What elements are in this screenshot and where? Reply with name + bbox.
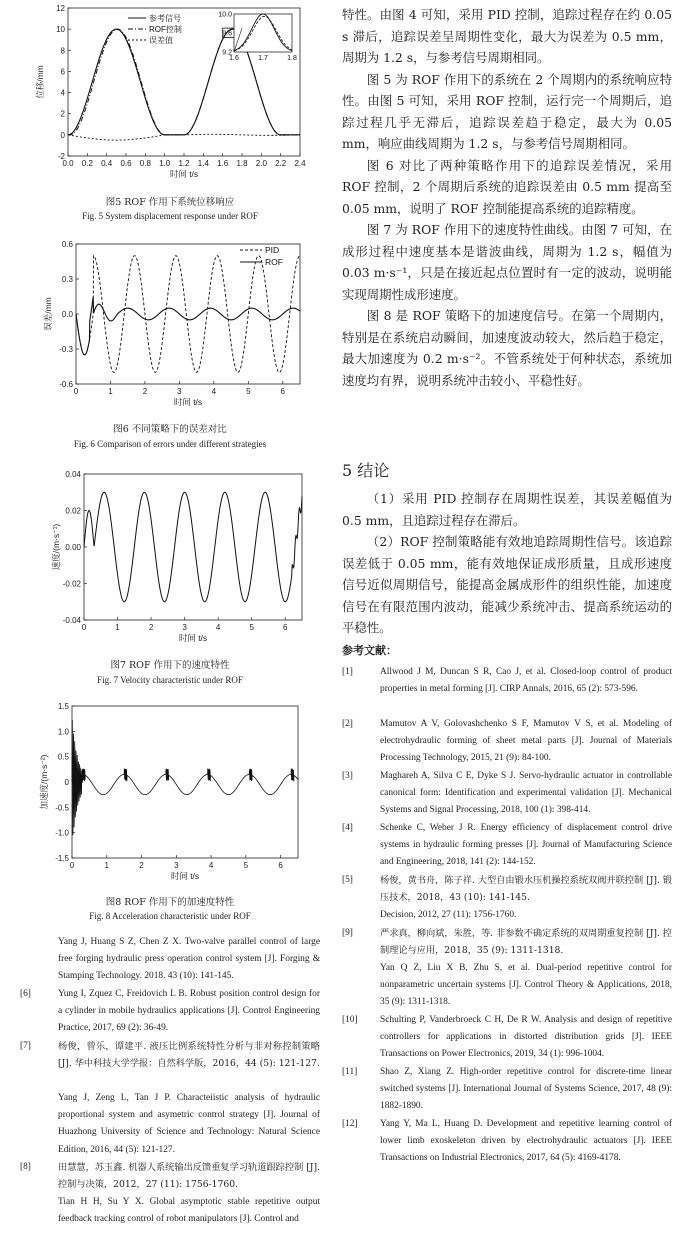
y-tick-label: 1.0 [57, 727, 69, 737]
x-tick-label: 0 [69, 861, 75, 870]
section-heading: 5 结论 [342, 461, 390, 480]
reference-text: 杨俊，黄书舟，陈子祥. 大型自由锻水压机操控系统双阀并联控制 [J]. 锻压技术，2018，43 (10): 141-145. [380, 875, 672, 904]
x-tick-label: 3 [177, 387, 182, 396]
y-tick-label: 0.5 [57, 752, 69, 762]
legend-label: PID [265, 245, 280, 255]
figure-6-caption-en: Fig. 6 Comparison of errors under different strategies [73, 439, 267, 449]
x-tick-label: 4 [208, 861, 214, 870]
plot-frame [72, 706, 298, 858]
body-text-block [342, 4, 672, 391]
x-tick-label: 0.8 [139, 159, 151, 168]
figure-7-caption-cn: 图7 ROF 作用下的速度特性 [110, 660, 230, 671]
x-tick-label: 2 [139, 861, 144, 870]
paragraph: 图 7 为 ROF 作用下的速度特性曲线。由图 7 可知，在成形过程中速度基本是谐波曲线，周期为 1.2 s，幅值为 0.03 m·s⁻¹，只是在接近起点位置时有一定的波动，说明能实现周期性成形速度。 [342, 222, 672, 302]
y-tick-label: -0.3 [59, 345, 73, 354]
x-tick-label: 2 [142, 387, 148, 396]
inset-y-tick-label: 9.6 [222, 30, 232, 38]
legend-label: ROF [265, 257, 283, 267]
y-axis-label: 速度/(m·s⁻¹) [51, 523, 61, 571]
x-tick-label: 6 [280, 387, 285, 396]
inset-y-tick-label: 9.2 [222, 49, 232, 57]
paragraph: 图 8 是 ROF 策略下的加速度信号。在第一个周期内，特别是在系统启动瞬间，加速度波动较大，然后趋于稳定，最大加速度为 0.2 m·s⁻²。不管系统处于何种状态，系统加速度均有界，说明系统冲击较小、平稳性好。 [342, 308, 672, 388]
y-tick-label: -2 [57, 152, 65, 161]
reference-number: [10] [342, 1015, 358, 1025]
error-line [68, 134, 300, 140]
y-tick-label: 8 [60, 46, 65, 56]
paragraph: （2）ROF 控制策略能有效地追踪周期性信号。该追踪误差低于 0.05 mm，能有效地保证成形质量，且成形速度信号近似周期信号，能提高金属成形件的组织性能，加速度信号在有限范围内波动，能减少系统冲击、提高系统运动的平稳性。 [342, 534, 672, 635]
reference-number: [3] [342, 771, 353, 781]
x-tick-label: 0.2 [81, 159, 93, 168]
y-axis-label: 误差/mm [43, 297, 53, 331]
conclusion-block [342, 488, 672, 639]
x-tick-label: 3 [174, 861, 179, 870]
inset-x-tick-label: 1.6 [229, 55, 239, 62]
paragraph: （1）采用 PID 控制存在周期性误差，其误差幅值为 0.5 mm，且追踪过程存在滞后。 [342, 491, 672, 528]
x-axis-label: 时间 t/s [178, 633, 208, 643]
x-tick-label: 0.0 [62, 159, 74, 168]
x-tick-label: 1.0 [159, 159, 171, 168]
y-tick-label: 0 [60, 130, 65, 140]
pid-error-line [76, 256, 300, 373]
figure-5-caption-en: Fig. 5 System displacement response under ROF [82, 211, 258, 221]
x-axis-label: 时间 t/s [173, 397, 203, 407]
x-tick-label: 1.4 [197, 159, 209, 168]
x-tick-label: 1 [115, 623, 120, 632]
y-axis-label: 加速度/(m·s⁻²) [39, 754, 49, 810]
reference-number: [8] [20, 1162, 31, 1172]
y-tick-label: 0.04 [65, 470, 81, 479]
inset-frame [234, 14, 292, 52]
x-axis-label: 时间 t/s [170, 871, 200, 881]
figure-5-caption-cn: 图5 ROF 作用下系统位移响应 [105, 197, 235, 208]
plot-frame [84, 474, 302, 620]
legend-label: 误差值 [149, 36, 173, 45]
x-tick-label: 3 [182, 623, 187, 632]
y-tick-label: 12 [56, 4, 65, 13]
reference-text: Yang Y, Ma L, Huang D. Development and repetitive learning control of lower limb exoskeleton driven by electrohydraulic actuators [J]. IEEE Transactions on Industrial Electronics, 2017, 64 (5): 4169-4178. [380, 1119, 672, 1164]
y-tick-label: -0.5 [55, 803, 69, 813]
x-tick-label: 0.4 [101, 159, 113, 168]
y-tick-label: 2 [60, 109, 65, 119]
x-tick-label: 4 [211, 387, 217, 396]
reference-text: Tian H H, Su Y X. Global asymptotic stable repetitive output feedback tracking control of robot manipulators [J]. Control and [58, 1197, 320, 1225]
x-tick-label: 6 [278, 861, 283, 870]
y-tick-label: 4 [60, 88, 65, 98]
x-tick-label: 2.0 [255, 159, 267, 168]
figure-6-error-chart [20, 236, 320, 416]
reference-text: Maghareh A, Silva C E, Dyke S J. Servo-hydraulic actuator in controllable canonical form: Identification and experimental validation [J]. Mechanical Systems and Signal Processing, 2018, 100 (1): 398-414. [380, 771, 672, 816]
x-tick-label: 1.8 [236, 159, 248, 168]
y-tick-label: -1.0 [55, 828, 69, 838]
x-tick-label: 2.4 [294, 159, 306, 168]
x-tick-label: 1 [104, 861, 109, 870]
legend-label: ROF控制 [149, 25, 182, 34]
reference-text: Yang J, Huang S Z, Chen Z X. Two-valve parallel control of large free forging hydraulic press operation control system [J]. Forging & Stamping Technology. 2018. 43 (10): 141-145. [58, 937, 320, 982]
y-tick-label: -0.04 [62, 616, 81, 625]
inset-x-tick-label: 1.7 [258, 55, 268, 62]
legend-label: 参考信号 [149, 14, 181, 23]
reference-text: Mamutov A V, Golovashchenko S F, Mamutov V S, et al. Modeling of electrohydraulic forming of sheet metal parts [J]. Journal of Materials Processing Technology, 2015, 21 (9): 84-100. [380, 719, 672, 764]
figure-6-caption-cn: 图6 不同策略下的误差对比 [113, 424, 227, 435]
reference-text: Schenke C, Weber J R. Energy efficiency of displacement control drive systems in hydraulic forming presses [J]. Journal of Manufacturing Science and Engineering, 2018, 141 (2): 144-152. [380, 823, 672, 868]
reference-number: [1] [342, 667, 353, 677]
figure-7-velocity-chart [20, 466, 320, 652]
y-tick-label: -0.6 [59, 380, 73, 389]
x-tick-label: 1.6 [217, 159, 229, 168]
reference-text: Yan Q Z, Liu X B, Zhu S, et al. Dual-period repetitive control for nonparametric uncertain systems [J]. Control Theory & Applications, 2018, 35 (9): 1311-1318. [380, 963, 672, 1008]
paragraph: 图 5 为 ROF 作用下的系统在 2 个周期内的系统响应特性。由图 5 可知，采用 ROF 控制，运行完一个周期后，追踪过程几乎无滞后，追踪误差趋于稳定，最大为 0.05 mm，响应曲线周期为 1.2 s，与参考信号周期相同。 [342, 71, 672, 151]
figure-8-caption-cn: 图8 ROF 作用下的加速度特性 [105, 897, 235, 908]
x-tick-label: 4 [215, 623, 221, 632]
y-tick-label: 0 [64, 778, 69, 787]
y-tick-label: 10 [56, 25, 65, 35]
x-axis-label: 时间 t/s [169, 169, 199, 179]
reference-number: [4] [342, 823, 353, 833]
x-tick-label: 0 [73, 387, 79, 396]
reference-number: [11] [342, 1067, 358, 1077]
y-tick-label: 1.5 [57, 702, 69, 711]
x-tick-label: 6 [283, 623, 288, 632]
x-tick-label: 5 [249, 623, 254, 632]
reference-text: Allwood J M, Duncan S R, Cao J, et al. Closed-loop control of product properties in metal forming [J]. CIRP Annals, 2016, 65 (2): 573-596. [380, 667, 672, 695]
paragraph: 特性。由图 4 可知，采用 PID 控制，追踪过程存在约 0.05 s 滞后，追踪误差呈周期性变化，最大为误差为 0.5 mm，周期为 1.2 s，与参考信号周期相同。 [342, 7, 672, 65]
inset-y-tick-label: 10.0 [218, 11, 232, 19]
figure-7-caption-en: Fig. 7 Velocity characteristic under ROF [97, 675, 243, 685]
x-tick-label: 0.6 [120, 159, 132, 168]
x-tick-label: 5 [246, 387, 251, 396]
reference-number: [5] [342, 875, 353, 885]
y-tick-label: 0.02 [65, 506, 81, 516]
reference-text: 田慧慧，苏玉鑫. 机器人系统输出反馈重复学习轨道跟踪控制 [J]. 控制与决策，2012，27 (11): 1756-1760. [58, 1162, 320, 1191]
references-right-column [342, 664, 672, 1242]
reference-text: Yung I, Zquez C, Freidovich L B. Robust position control design for a cylinder in mobile hydraulics applications [J]. Control Engineering Practice, 2017, 69 (2): 36-49. [58, 989, 320, 1034]
x-tick-label: 1 [108, 387, 113, 396]
y-tick-label: -0.02 [62, 579, 81, 589]
inset-x-tick-label: 1.8 [287, 55, 297, 62]
reference-number: [7] [20, 1041, 31, 1051]
reference-number: [12] [342, 1119, 358, 1129]
figure-5-displacement-chart [20, 0, 320, 190]
x-tick-label: 1.2 [178, 159, 190, 168]
reference-text: Decision, 2012, 27 (11): 1756-1760. [380, 910, 517, 920]
reference-text: Schulting P, Vanderbroeck C H, De R W. Analysis and design of repetitive controllers for applications in distorted distribution grids [J]. IEEE Transactions on Power Electronics, 2019, 34 (1): 996-1004. [380, 1015, 672, 1060]
y-tick-label: 0.0 [61, 310, 73, 319]
y-tick-label: 0.00 [65, 543, 81, 552]
y-tick-label: 0.6 [61, 240, 73, 249]
x-tick-label: 2 [148, 623, 154, 632]
velocity-line [84, 492, 302, 602]
x-tick-label: 0 [81, 623, 87, 632]
figure-8-caption-en: Fig. 8 Acceleration characteristic under ROF [89, 911, 251, 921]
acceleration-line [72, 720, 298, 835]
reference-text: 严求真，柳向斌，朱胜，等. 非参数不确定系统的双周期重复控制 [J]. 控制理论与应用，2018，35 (9): 1311-1318. [380, 928, 672, 957]
reference-text: Yang J, Zeng L, Tan J P. Characteiistic analysis of hydraulic proportional system and asymetric control strategy [J]. Journal of Huazhong University of Science and Technology: Natural Science Edition, 2016, 44 (5): 121-127. [58, 1093, 320, 1155]
references-left-column [20, 934, 320, 1242]
y-tick-label: -1.5 [55, 854, 69, 863]
reference-text: Shao Z, Xiang Z. High-order repetitive control for discrete-time linear switched systems [J]. International Journal of Systems Science, 2017, 48 (9): 1882-1890. [380, 1067, 672, 1112]
paragraph: 图 6 对比了两种策略作用下的追踪误差情况，采用 ROF 控制，2 个周期后系统的追踪误差由 0.5 mm 提高至 0.05 mm，说明了 ROF 控制能提高系统的追踪精度。 [342, 157, 672, 216]
reference-number: [6] [20, 989, 31, 999]
x-tick-label: 2.2 [275, 159, 287, 168]
reference-text: 杨俊，曾乐，谭建平. 液压比例系统特性分析与非对称控制策略 [J]. 华中科技大学学报：自然科学版，2016，44 (5): 121-127. [58, 1041, 320, 1070]
y-axis-label: 位移/mm [35, 65, 45, 99]
reference-number: [9] [342, 928, 353, 938]
references-heading: 参考文献： [342, 644, 397, 657]
x-tick-label: 5 [243, 861, 249, 870]
y-tick-label: 0.3 [61, 275, 73, 284]
figure-8-acceleration-chart [20, 700, 320, 890]
reference-number: [2] [342, 719, 353, 729]
y-tick-label: 6 [60, 67, 65, 77]
